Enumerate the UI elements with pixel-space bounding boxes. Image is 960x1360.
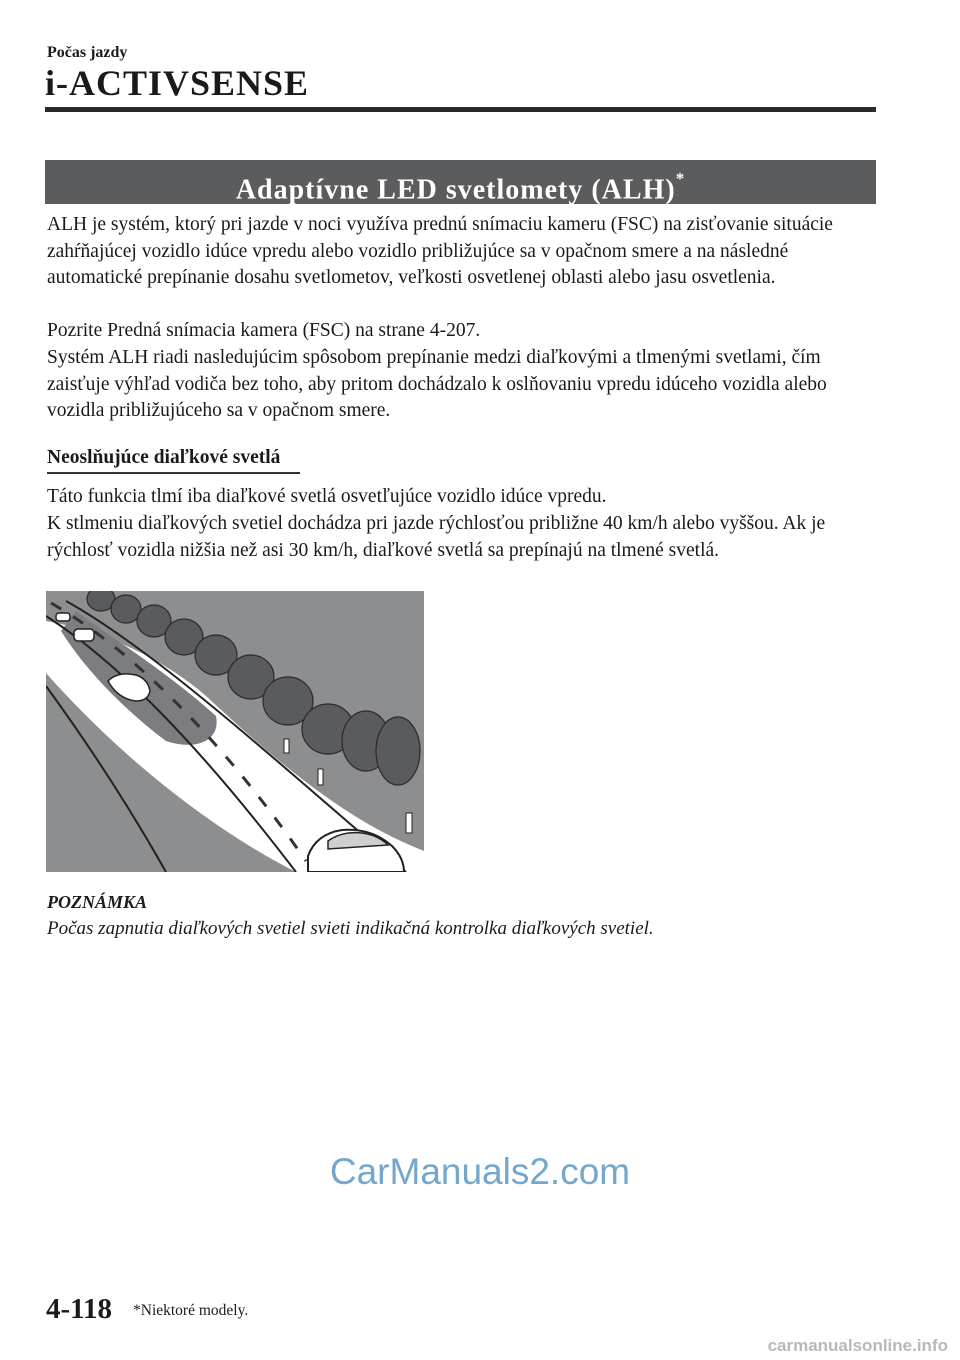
chapter-title: i-ACTIVSENSE bbox=[45, 63, 310, 103]
reference-paragraph: Pozrite Predná snímacia kamera (FSC) na strane 4-207. bbox=[47, 320, 481, 341]
road-illustration-svg bbox=[46, 591, 424, 872]
section-title: Adaptívne LED svetlomety (ALH) bbox=[235, 174, 676, 206]
section-title-bar bbox=[45, 160, 876, 204]
subsection-paragraph-2: K stlmeniu diaľkových svetiel dochádza pri jazde rýchlosťou približne 40 km/h alebo vyššou. Ak je rýchlosť vozidla nižšia než asi 30 km/h, diaľkové svetlá sa prepínajú na tlmené svetlá. bbox=[47, 513, 826, 561]
subsection-title: Neoslňujúce diaľkové svetlá bbox=[47, 446, 300, 474]
header-divider bbox=[45, 107, 876, 112]
subsection-paragraph-1: Táto funkcia tlmí iba diaľkové svetlá osvetľujúce vozidlo idúce vpredu. bbox=[47, 486, 607, 507]
footnote: *Niektoré modely. bbox=[133, 1302, 249, 1319]
section-title-asterisk: * bbox=[675, 169, 686, 188]
page-number: 4-118 bbox=[46, 1293, 113, 1325]
intro-paragraph: ALH je systém, ktorý pri jazde v noci využíva prednú snímaciu kameru (FSC) na zisťovanie situácie zahŕňajúcej vozidlo idúce vpredu alebo vozidlo približujúce sa v opačnom smere a na následné automatické prepínanie dosahu svetlometov, veľkosti osvetlenej oblasti alebo jasu osvetlenia. bbox=[47, 214, 833, 288]
watermark-text: CarManuals2.com bbox=[329, 1151, 631, 1192]
corner-watermark: carmanualsonline.info bbox=[767, 1336, 948, 1355]
illustration-night-road bbox=[46, 591, 424, 872]
note-text: Počas zapnutia diaľkových svetiel svieti indikačná kontrolka diaľkových svetiel. bbox=[47, 918, 654, 939]
system-paragraph: Systém ALH riadi nasledujúcim spôsobom prepínanie medzi diaľkovými a tlmenými svetlami, čím zaisťuje výhľad vodiča bez toho, aby pritom dochádzalo k oslňovaniu vpredu idúceho vozidla alebo vozidla približujúceho sa v opačnom smere. bbox=[47, 347, 827, 421]
header-section-label: Počas jazdy bbox=[47, 44, 128, 61]
note-label: POZNÁMKA bbox=[47, 892, 148, 912]
